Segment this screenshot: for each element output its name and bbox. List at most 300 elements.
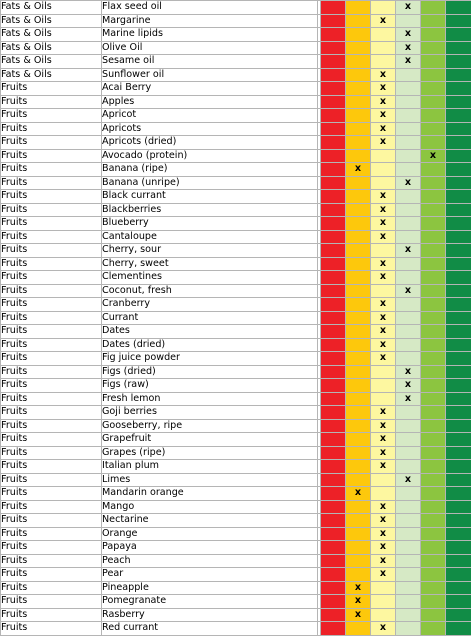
x-mark: x — [380, 69, 386, 80]
level-6-cell — [446, 95, 471, 109]
category-cell: Fruits — [1, 433, 102, 447]
level-4-cell — [396, 311, 421, 325]
level-1-cell — [321, 190, 346, 204]
level-5-cell — [421, 568, 446, 582]
category-cell: Fruits — [1, 95, 102, 109]
level-3-cell — [371, 217, 396, 231]
food-name-cell: Fig juice powder — [102, 352, 318, 366]
food-name-cell: Clementines — [102, 271, 318, 285]
level-5-cell — [421, 230, 446, 244]
x-mark: x — [380, 352, 386, 363]
level-3-cell — [371, 379, 396, 393]
table-row — [1, 122, 471, 136]
food-name-cell: Coconut, fresh — [102, 284, 318, 298]
level-2-cell — [346, 622, 371, 636]
level-6-cell — [446, 217, 471, 231]
level-6-cell — [446, 514, 471, 528]
food-name-cell: Nectarine — [102, 514, 318, 528]
level-6-cell — [446, 257, 471, 271]
level-2-cell — [346, 298, 371, 312]
level-1-cell — [321, 298, 346, 312]
food-name-cell: Limes — [102, 473, 318, 487]
x-mark: x — [380, 190, 386, 201]
level-5-cell — [421, 419, 446, 433]
level-6-cell — [446, 473, 471, 487]
level-4-cell — [396, 433, 421, 447]
category-cell: Fruits — [1, 473, 102, 487]
food-name-cell: Orange — [102, 527, 318, 541]
x-mark: x — [380, 406, 386, 417]
x-mark: x — [405, 474, 411, 485]
level-1-cell — [321, 68, 346, 82]
table-row — [1, 568, 471, 582]
food-name-cell: Apricot — [102, 109, 318, 123]
category-cell: Fruits — [1, 82, 102, 96]
x-mark: x — [355, 609, 361, 620]
level-2-cell — [346, 581, 371, 595]
level-1-cell — [321, 149, 346, 163]
level-6-cell — [446, 55, 471, 69]
level-3-cell — [371, 352, 396, 366]
x-mark: x — [380, 447, 386, 458]
category-cell: Fruits — [1, 527, 102, 541]
level-6-cell — [446, 460, 471, 474]
level-4-cell — [396, 500, 421, 514]
level-5-cell — [421, 554, 446, 568]
food-name-cell: Cherry, sour — [102, 244, 318, 258]
level-1-cell — [321, 284, 346, 298]
level-4-cell — [396, 554, 421, 568]
level-2-cell — [346, 541, 371, 555]
level-1-cell — [321, 514, 346, 528]
x-mark: x — [380, 555, 386, 566]
x-mark: x — [430, 150, 436, 161]
x-mark: x — [380, 568, 386, 579]
level-1-cell — [321, 311, 346, 325]
food-name-cell: Figs (dried) — [102, 365, 318, 379]
category-cell: Fruits — [1, 500, 102, 514]
food-name-cell: Dates — [102, 325, 318, 339]
category-cell: Fruits — [1, 595, 102, 609]
level-3-cell — [371, 271, 396, 285]
level-2-cell — [346, 176, 371, 190]
level-4-cell — [396, 82, 421, 96]
level-4-cell — [396, 541, 421, 555]
table-row — [1, 14, 471, 28]
level-2-cell — [346, 473, 371, 487]
level-6-cell — [446, 163, 471, 177]
x-mark: x — [380, 339, 386, 350]
level-2-cell — [346, 55, 371, 69]
x-mark: x — [405, 285, 411, 296]
level-5-cell — [421, 365, 446, 379]
category-cell: Fruits — [1, 284, 102, 298]
level-3-cell — [371, 284, 396, 298]
food-name-cell: Mango — [102, 500, 318, 514]
table-row — [1, 28, 471, 42]
level-3-cell — [371, 325, 396, 339]
x-mark: x — [380, 231, 386, 242]
level-6-cell — [446, 41, 471, 55]
level-2-cell — [346, 1, 371, 15]
level-1-cell — [321, 433, 346, 447]
level-6-cell — [446, 271, 471, 285]
table-row — [1, 95, 471, 109]
level-3-cell — [371, 338, 396, 352]
level-6-cell — [446, 487, 471, 501]
level-6-cell — [446, 149, 471, 163]
table-row — [1, 163, 471, 177]
level-6-cell — [446, 109, 471, 123]
level-5-cell — [421, 136, 446, 150]
x-mark: x — [380, 298, 386, 309]
level-4-cell — [396, 271, 421, 285]
category-cell: Fruits — [1, 163, 102, 177]
level-3-cell — [371, 190, 396, 204]
level-2-cell — [346, 554, 371, 568]
food-name-cell: Papaya — [102, 541, 318, 555]
level-2-cell — [346, 122, 371, 136]
category-cell: Fruits — [1, 446, 102, 460]
table-row — [1, 365, 471, 379]
level-1-cell — [321, 527, 346, 541]
level-3-cell — [371, 136, 396, 150]
level-1-cell — [321, 622, 346, 636]
level-2-cell — [346, 244, 371, 258]
level-5-cell — [421, 500, 446, 514]
level-5-cell — [421, 41, 446, 55]
food-name-cell: Grapes (ripe) — [102, 446, 318, 460]
food-name-cell: Sesame oil — [102, 55, 318, 69]
x-mark: x — [405, 55, 411, 66]
food-name-cell: Blackberries — [102, 203, 318, 217]
category-cell: Fruits — [1, 338, 102, 352]
table-row — [1, 406, 471, 420]
level-5-cell — [421, 122, 446, 136]
food-name-cell: Banana (unripe) — [102, 176, 318, 190]
level-3-cell — [371, 622, 396, 636]
x-mark: x — [380, 312, 386, 323]
level-4-cell — [396, 109, 421, 123]
level-2-cell — [346, 109, 371, 123]
food-name-cell: Marine lipids — [102, 28, 318, 42]
level-1-cell — [321, 473, 346, 487]
level-1-cell — [321, 541, 346, 555]
table-row — [1, 446, 471, 460]
level-3-cell — [371, 595, 396, 609]
level-3-cell — [371, 257, 396, 271]
category-cell: Fats & Oils — [1, 41, 102, 55]
table-row — [1, 379, 471, 393]
level-2-cell — [346, 433, 371, 447]
level-2-cell — [346, 406, 371, 420]
table-row — [1, 554, 471, 568]
level-1-cell — [321, 203, 346, 217]
level-6-cell — [446, 284, 471, 298]
level-3-cell — [371, 122, 396, 136]
category-cell: Fruits — [1, 608, 102, 622]
level-2-cell — [346, 379, 371, 393]
food-name-cell: Olive Oil — [102, 41, 318, 55]
x-mark: x — [380, 123, 386, 134]
category-cell: Fruits — [1, 176, 102, 190]
level-5-cell — [421, 176, 446, 190]
level-3-cell — [371, 433, 396, 447]
level-2-cell — [346, 28, 371, 42]
level-4-cell — [396, 136, 421, 150]
level-3-cell — [371, 608, 396, 622]
level-5-cell — [421, 284, 446, 298]
category-cell: Fruits — [1, 244, 102, 258]
level-5-cell — [421, 271, 446, 285]
food-name-cell: Italian plum — [102, 460, 318, 474]
table-row — [1, 257, 471, 271]
level-2-cell — [346, 136, 371, 150]
level-2-cell — [346, 595, 371, 609]
category-cell: Fruits — [1, 190, 102, 204]
category-cell: Fruits — [1, 581, 102, 595]
level-1-cell — [321, 568, 346, 582]
level-2-cell — [346, 230, 371, 244]
food-name-cell: Red currant — [102, 622, 318, 636]
level-1-cell — [321, 230, 346, 244]
category-cell: Fruits — [1, 230, 102, 244]
level-3-cell — [371, 230, 396, 244]
level-4-cell — [396, 460, 421, 474]
level-5-cell — [421, 1, 446, 15]
level-4-cell — [396, 41, 421, 55]
level-3-cell — [371, 95, 396, 109]
level-6-cell — [446, 298, 471, 312]
table-row — [1, 149, 471, 163]
level-3-cell — [371, 82, 396, 96]
level-5-cell — [421, 257, 446, 271]
level-6-cell — [446, 500, 471, 514]
level-1-cell — [321, 271, 346, 285]
table-body — [1, 1, 471, 636]
food-name-cell: Peach — [102, 554, 318, 568]
level-3-cell — [371, 392, 396, 406]
table-row — [1, 460, 471, 474]
food-name-cell: Currant — [102, 311, 318, 325]
x-mark: x — [380, 541, 386, 552]
x-mark: x — [380, 136, 386, 147]
level-1-cell — [321, 608, 346, 622]
level-6-cell — [446, 622, 471, 636]
x-mark: x — [355, 595, 361, 606]
level-4-cell — [396, 176, 421, 190]
x-mark: x — [380, 460, 386, 471]
table-row — [1, 55, 471, 69]
level-4-cell — [396, 595, 421, 609]
level-6-cell — [446, 541, 471, 555]
level-5-cell — [421, 14, 446, 28]
table-row — [1, 514, 471, 528]
food-name-cell: Figs (raw) — [102, 379, 318, 393]
level-3-cell — [371, 419, 396, 433]
level-4-cell — [396, 608, 421, 622]
category-cell: Fruits — [1, 568, 102, 582]
level-6-cell — [446, 82, 471, 96]
level-6-cell — [446, 365, 471, 379]
table-row — [1, 284, 471, 298]
level-2-cell — [346, 487, 371, 501]
level-3-cell — [371, 554, 396, 568]
level-4-cell — [396, 257, 421, 271]
level-3-cell — [371, 55, 396, 69]
level-2-cell — [346, 446, 371, 460]
level-5-cell — [421, 433, 446, 447]
level-2-cell — [346, 203, 371, 217]
food-name-cell: Mandarin orange — [102, 487, 318, 501]
level-6-cell — [446, 352, 471, 366]
category-cell: Fruits — [1, 217, 102, 231]
table-row — [1, 230, 471, 244]
category-cell: Fruits — [1, 257, 102, 271]
level-6-cell — [446, 527, 471, 541]
x-mark: x — [405, 366, 411, 377]
food-name-cell: Pineapple — [102, 581, 318, 595]
x-mark: x — [380, 96, 386, 107]
level-5-cell — [421, 608, 446, 622]
food-name-cell: Black currant — [102, 190, 318, 204]
level-4-cell — [396, 392, 421, 406]
level-5-cell — [421, 352, 446, 366]
level-4-cell — [396, 568, 421, 582]
level-4-cell — [396, 55, 421, 69]
table-row — [1, 527, 471, 541]
table-row — [1, 217, 471, 231]
table-row — [1, 487, 471, 501]
x-mark: x — [380, 420, 386, 431]
level-1-cell — [321, 28, 346, 42]
level-5-cell — [421, 460, 446, 474]
level-4-cell — [396, 122, 421, 136]
category-cell: Fruits — [1, 487, 102, 501]
table-row — [1, 392, 471, 406]
level-1-cell — [321, 338, 346, 352]
table-row — [1, 190, 471, 204]
x-mark: x — [380, 433, 386, 444]
level-6-cell — [446, 406, 471, 420]
food-name-cell: Grapefruit — [102, 433, 318, 447]
table-row — [1, 203, 471, 217]
level-5-cell — [421, 446, 446, 460]
x-mark: x — [380, 271, 386, 282]
level-3-cell — [371, 41, 396, 55]
level-3-cell — [371, 527, 396, 541]
level-2-cell — [346, 500, 371, 514]
level-1-cell — [321, 365, 346, 379]
level-4-cell — [396, 230, 421, 244]
table-row — [1, 433, 471, 447]
level-4-cell — [396, 365, 421, 379]
level-5-cell — [421, 581, 446, 595]
table-row — [1, 473, 471, 487]
category-cell: Fats & Oils — [1, 55, 102, 69]
level-5-cell — [421, 527, 446, 541]
x-mark: x — [380, 501, 386, 512]
level-2-cell — [346, 95, 371, 109]
level-4-cell — [396, 1, 421, 15]
x-mark: x — [355, 582, 361, 593]
x-mark: x — [380, 204, 386, 215]
level-3-cell — [371, 28, 396, 42]
level-1-cell — [321, 109, 346, 123]
table-row — [1, 109, 471, 123]
level-4-cell — [396, 190, 421, 204]
level-4-cell — [396, 581, 421, 595]
level-6-cell — [446, 244, 471, 258]
level-4-cell — [396, 419, 421, 433]
level-1-cell — [321, 595, 346, 609]
level-6-cell — [446, 554, 471, 568]
level-5-cell — [421, 406, 446, 420]
level-4-cell — [396, 325, 421, 339]
level-1-cell — [321, 406, 346, 420]
level-5-cell — [421, 95, 446, 109]
category-cell: Fruits — [1, 379, 102, 393]
level-5-cell — [421, 338, 446, 352]
level-3-cell — [371, 244, 396, 258]
level-4-cell — [396, 284, 421, 298]
level-4-cell — [396, 244, 421, 258]
level-6-cell — [446, 595, 471, 609]
level-2-cell — [346, 325, 371, 339]
level-2-cell — [346, 14, 371, 28]
x-mark: x — [380, 514, 386, 525]
category-cell: Fruits — [1, 406, 102, 420]
category-cell: Fruits — [1, 122, 102, 136]
level-4-cell — [396, 514, 421, 528]
level-2-cell — [346, 568, 371, 582]
level-4-cell — [396, 473, 421, 487]
category-cell: Fruits — [1, 136, 102, 150]
category-cell: Fats & Oils — [1, 68, 102, 82]
level-5-cell — [421, 149, 446, 163]
category-cell: Fats & Oils — [1, 14, 102, 28]
level-1-cell — [321, 41, 346, 55]
level-6-cell — [446, 581, 471, 595]
level-4-cell — [396, 28, 421, 42]
level-3-cell — [371, 406, 396, 420]
table-row — [1, 541, 471, 555]
level-6-cell — [446, 230, 471, 244]
table-row — [1, 338, 471, 352]
level-4-cell — [396, 487, 421, 501]
category-cell: Fruits — [1, 460, 102, 474]
level-1-cell — [321, 554, 346, 568]
x-mark: x — [405, 177, 411, 188]
level-2-cell — [346, 311, 371, 325]
table-row — [1, 176, 471, 190]
food-name-cell: Pear — [102, 568, 318, 582]
level-1-cell — [321, 217, 346, 231]
food-name-cell: Pomegranate — [102, 595, 318, 609]
level-2-cell — [346, 163, 371, 177]
food-name-cell: Cantaloupe — [102, 230, 318, 244]
category-cell: Fruits — [1, 298, 102, 312]
food-name-cell: Sunflower oil — [102, 68, 318, 82]
level-6-cell — [446, 608, 471, 622]
level-6-cell — [446, 392, 471, 406]
level-1-cell — [321, 500, 346, 514]
food-name-cell: Dates (dried) — [102, 338, 318, 352]
level-2-cell — [346, 352, 371, 366]
level-5-cell — [421, 325, 446, 339]
level-1-cell — [321, 136, 346, 150]
x-mark: x — [380, 622, 386, 633]
